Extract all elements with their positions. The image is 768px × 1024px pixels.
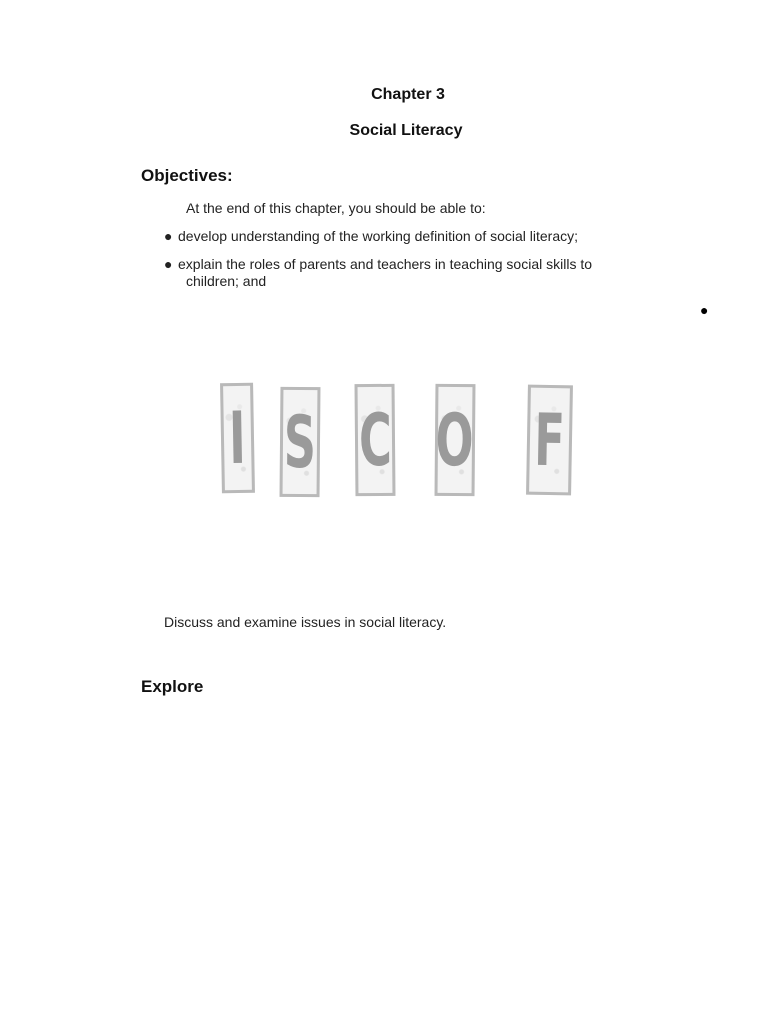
stray-bullet-icon: ● bbox=[700, 302, 709, 318]
stamp-tile-o bbox=[435, 384, 476, 496]
explore-heading: Explore bbox=[141, 677, 204, 696]
objective-text-continued: children; and bbox=[186, 273, 267, 289]
chapter-subtitle: Social Literacy bbox=[349, 122, 463, 139]
objectives-heading: Objectives: bbox=[141, 166, 233, 185]
chapter-title: Chapter 3 bbox=[371, 86, 445, 103]
bullet-icon: ● bbox=[164, 256, 173, 272]
objective-text: explain the roles of parents and teachers in teaching social skills to bbox=[178, 256, 593, 272]
objective-text: develop understanding of the working definition of social literacy; bbox=[178, 228, 579, 244]
objective-item-2 bbox=[164, 256, 684, 290]
iscof-stamp-logo bbox=[218, 381, 578, 501]
stamp-letter: S bbox=[283, 399, 317, 485]
stamp-tile-c bbox=[355, 384, 396, 496]
stamp-tile-s bbox=[280, 387, 321, 497]
stamp-letter: F bbox=[533, 397, 566, 483]
stamp-tile-f bbox=[526, 385, 573, 496]
stamp-letter: O bbox=[435, 397, 475, 483]
stamp-letter: C bbox=[358, 397, 392, 483]
discuss-text: Discuss and examine issues in social literacy. bbox=[164, 614, 447, 630]
objective-item-1 bbox=[164, 228, 684, 244]
bullet-icon: ● bbox=[164, 228, 173, 244]
objectives-intro: At the end of this chapter, you should be able to: bbox=[186, 200, 486, 216]
stamp-tile-i bbox=[220, 383, 255, 494]
stamp-letter: I bbox=[228, 395, 247, 481]
